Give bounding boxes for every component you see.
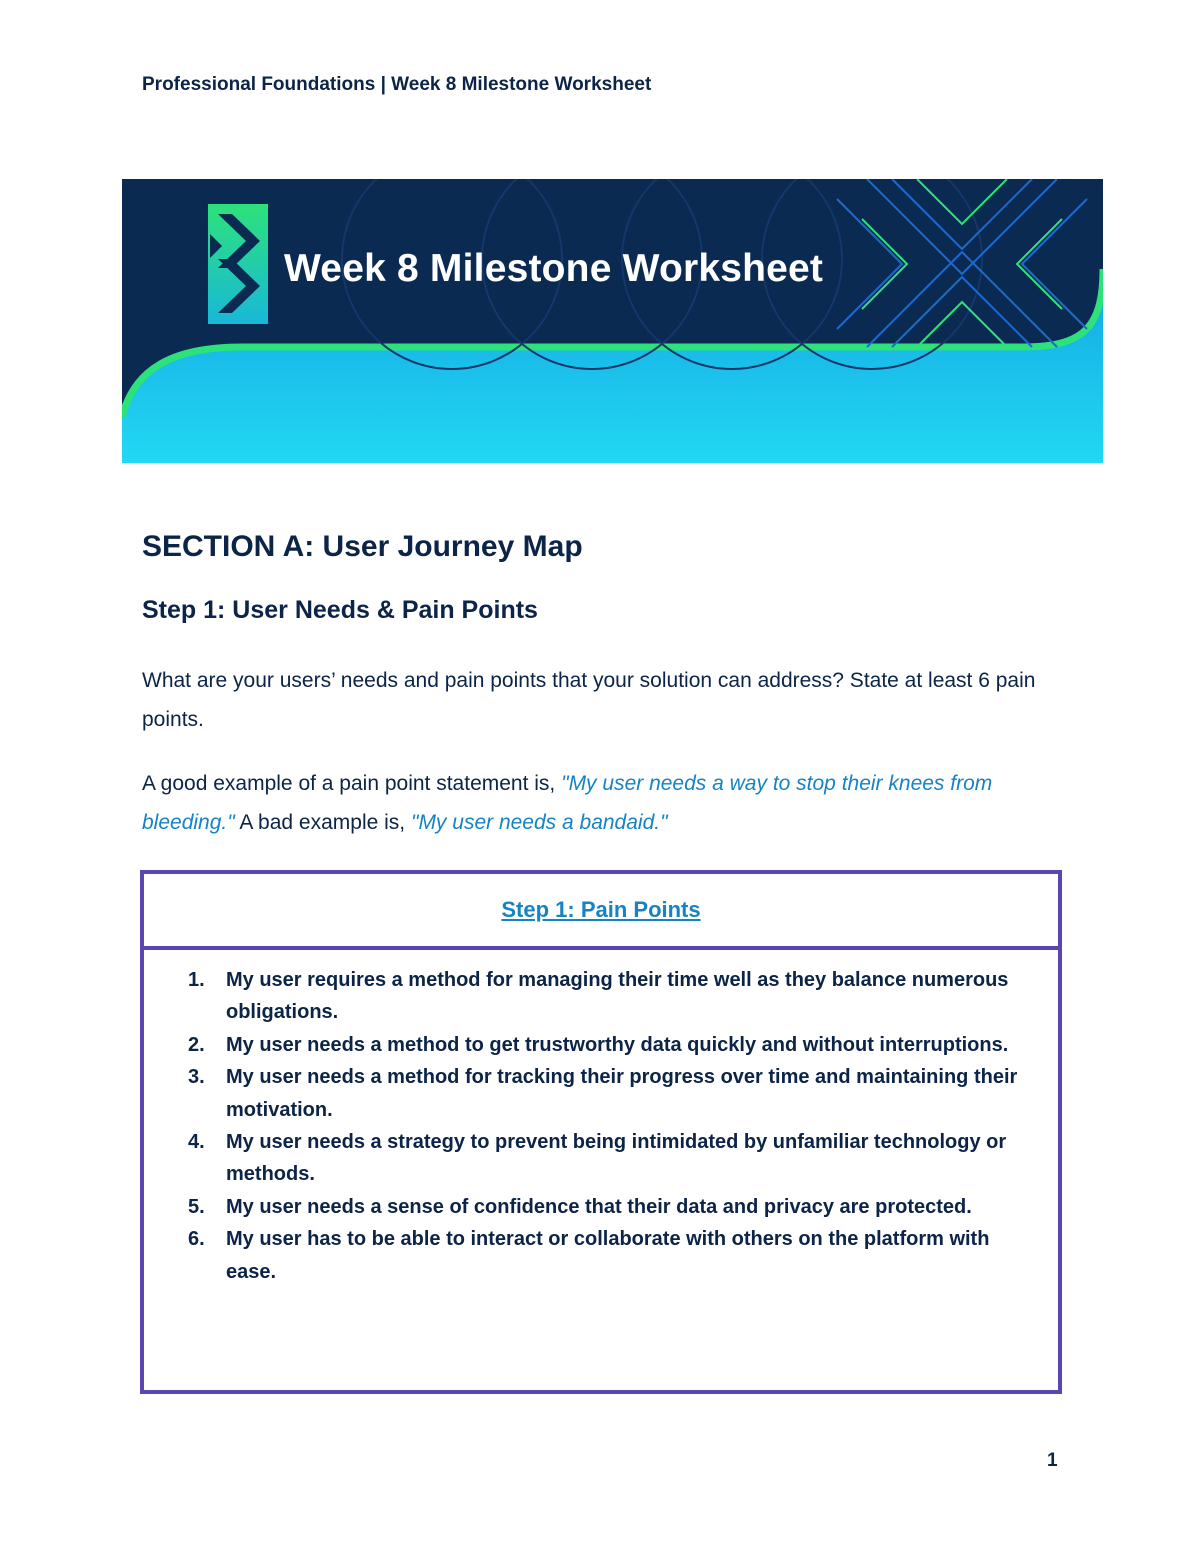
list-item	[188, 1061, 1028, 1126]
example-paragraph	[142, 764, 1062, 842]
banner	[122, 179, 1103, 463]
list-number: 6.	[188, 1228, 205, 1251]
good-example-quote: "My user needs a way to stop their knees from bleeding."	[142, 772, 993, 834]
list-number: 3.	[188, 1066, 205, 1089]
section-title: SECTION A: User Journey Map	[142, 530, 583, 563]
list-item-text: My user needs a method for tracking their progress over time and maintaining their motivation.	[226, 1066, 1018, 1121]
banner-title: Week 8 Milestone Worksheet	[284, 247, 824, 290]
table-header	[144, 874, 1058, 950]
table-heading: Step 1: Pain Points	[501, 897, 701, 922]
list-item-text: My user requires a method for managing their time well as they balance numerous obligations.	[226, 969, 1009, 1024]
list-item-text: My user needs a strategy to prevent being intimidated by unfamiliar technology or methods.	[226, 1131, 1007, 1186]
example-lead-text: A good example of a pain point statement is,	[142, 772, 562, 795]
banner-graphic	[122, 179, 1103, 463]
list-number: 5.	[188, 1195, 205, 1218]
list-item	[188, 964, 1028, 1029]
example-middle-text: A bad example is,	[234, 811, 411, 834]
pain-points-table	[140, 870, 1062, 1394]
step-title: Step 1: User Needs & Pain Points	[142, 596, 538, 624]
list-item	[188, 1223, 1028, 1288]
logo-icon	[208, 204, 268, 324]
list-item-text: My user needs a sense of confidence that their data and privacy are protected.	[226, 1195, 972, 1218]
list-item-text: My user needs a method to get trustworthy data quickly and without interruptions.	[226, 1033, 1009, 1056]
running-header: Professional Foundations | Week 8 Milestone Worksheet	[142, 74, 652, 95]
list-item	[188, 1191, 1028, 1223]
list-item	[188, 1126, 1028, 1191]
pain-points-list	[188, 964, 1028, 1288]
list-number: 2.	[188, 1033, 205, 1056]
list-number: 4.	[188, 1131, 205, 1154]
bad-example-quote: "My user needs a bandaid."	[410, 811, 668, 834]
list-number: 1.	[188, 969, 205, 991]
instructions-paragraph: What are your users’ needs and pain points that your solution can address? State at least 6 pain points.	[142, 669, 1036, 731]
list-item-text: My user has to be able to interact or collaborate with others on the platform with ease.	[226, 1228, 990, 1283]
page-number: 1	[1047, 1450, 1058, 1471]
list-item	[188, 1029, 1028, 1061]
